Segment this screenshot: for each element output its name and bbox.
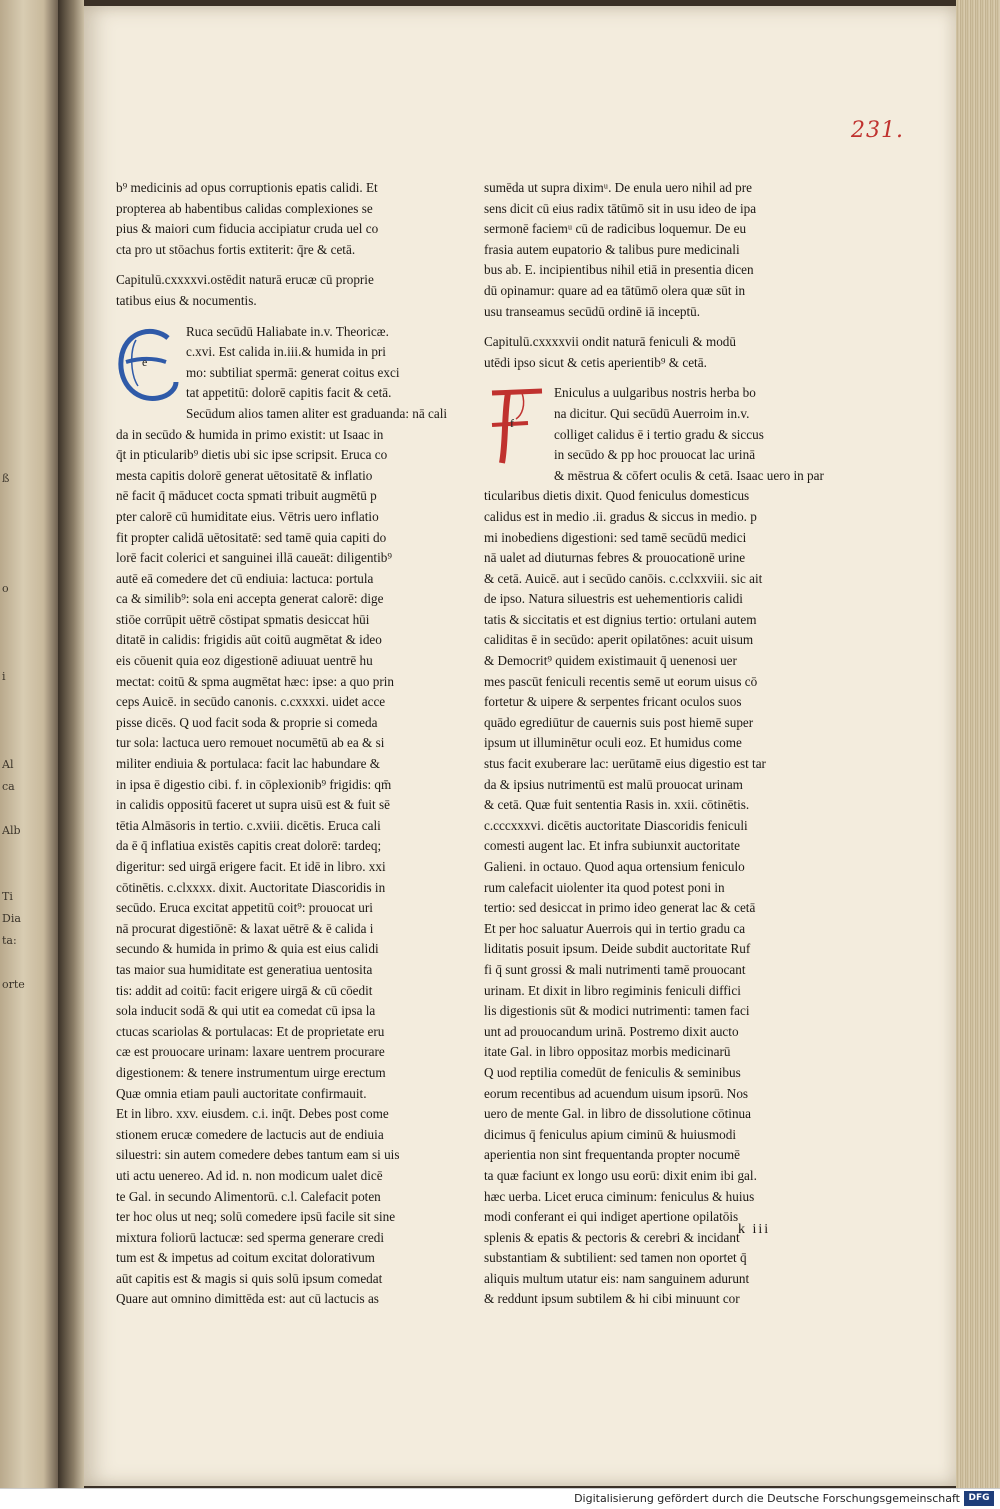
text-line: da in secūdo & humida in primo existit: ut Isaac in xyxy=(116,426,384,442)
heading-line: Capitulū.cxxxxvi.ostēdit naturā erucæ cū proprie xyxy=(116,272,374,288)
text-line: uero de mente Gal. in libro de dissolutione cōtinua xyxy=(484,1106,751,1122)
text-line: aūt capitis est & magis si quis solū ipsum comedat xyxy=(116,1270,383,1286)
text-line: dicimus q̄ feniculus apium ciminū & huiusmodi xyxy=(484,1126,737,1142)
left-page-text-fragment: Ti xyxy=(2,890,13,903)
text-line: & Democrit⁹ quidem existimauit q̄ uenenosi uer xyxy=(484,653,737,669)
text-line: lorē facit colerici et sanguinei illā caueāt: diligentib⁹ xyxy=(116,550,392,566)
text-line: splenis & epatis & pectoris & cerebri & incidant xyxy=(484,1229,740,1245)
text-line: aperientia non sint frequentanda propter nocumē xyxy=(484,1147,740,1163)
text-line: dū opinamur: quare ad ea tātūmō olera quæ sūt in xyxy=(484,282,746,298)
text-line: & cetā. Auicē. aut i secūdo canōis. c.cclxxviii. sic ait xyxy=(484,570,763,586)
text-line: comesti augent lac. Et infra subiunxit auctoritate xyxy=(484,838,740,854)
right-column-body xyxy=(484,486,830,1310)
decorated-initial-e xyxy=(114,324,180,406)
left-page-text-fragment: Alb xyxy=(2,824,21,837)
left-page-text-fragment: Dia xyxy=(2,912,21,925)
text-line: siluestri: sin autem comedere debes tantum eam si uis xyxy=(116,1147,400,1163)
signature-mark: k iii xyxy=(738,1222,771,1237)
text-line: Secūdum alios tamen aliter est graduanda: nā cali xyxy=(186,405,448,421)
text-line: ditatē in calidis: frigidis aūt coitū augmētat & ideo xyxy=(116,632,382,648)
text-line: autē eā comedere det cū endiuia: lactuca: portula xyxy=(116,570,374,586)
text-line: stiōe corrūpit uētrē cōstipat spmatis desiccat hūi xyxy=(116,611,370,627)
heading-line: utēdi ipso sicut & cetis aperientib⁹ & cetā. xyxy=(484,354,707,370)
text-line: ipsum ut illuminētur oculi eoz. Et humidus come xyxy=(484,735,742,751)
text-line: Quæ omnia etiam pauli auctoritate confirmauit. xyxy=(116,1085,367,1101)
text-line: secūdo. Eruca excitat appetitū coit⁹: prouocat uri xyxy=(116,900,373,916)
chapter-heading-146 xyxy=(116,270,462,311)
text-line: digestionem: & tenere instrumentum uirge erectum xyxy=(116,1064,386,1080)
text-line: liditatis posuit ipsum. Deide subdit auctoritate Ruf xyxy=(484,941,751,957)
left-page-text-fragment: ta: xyxy=(2,934,17,947)
text-line: stus facit exuberare lac: uerūtamē eius digestio est tar xyxy=(484,756,766,772)
text-line: usu transeamus secūdū ordinē iā inceptū. xyxy=(484,303,701,319)
text-line: q̄t in pticularib⁹ dietis ubi sic ipse scripsit. Eruca co xyxy=(116,447,388,463)
text-line: unt ad prouocandum urinā. Postremo dixit aucto xyxy=(484,1023,739,1039)
right-column xyxy=(484,178,830,1310)
text-line: ceps Auicē. in secūdo canonis. c.cxxxxi. uidet acce xyxy=(116,694,386,710)
fore-edge xyxy=(956,0,1000,1488)
text-line: tatis & siccitatis et est dignius tertio: ortulani autem xyxy=(484,611,757,627)
text-line: rum calefacit uiolenter ita quod potest poni in xyxy=(484,879,725,895)
text-line: mes pascūt feniculi recentis semē ut eorum uisus cō xyxy=(484,673,758,689)
text-line: hæc uerba. Licet eruca ciminum: feniculus & huius xyxy=(484,1188,755,1204)
text-line: tis: addit ad coitū: facit erigere uirgā & cū cōedit xyxy=(116,982,373,998)
right-column-intro xyxy=(484,178,830,322)
text-line: in ipsa ē digestio cibi. f. in cōplexionib⁹ frigidis: qm̄ xyxy=(116,776,392,792)
left-page-text-fragment: ca xyxy=(2,780,15,793)
text-line: eis cōuenit quia eoz digestionē adiuuat uentrē hu xyxy=(116,653,373,669)
book-page xyxy=(84,6,956,1486)
text-line: aliquis multum utatur eis: nam sanguinem adurunt xyxy=(484,1270,750,1286)
text-line: c.xvi. Est calida in.iii.& humida in pri xyxy=(186,344,386,360)
dfg-logo: DFG xyxy=(964,1491,994,1506)
text-line: quādo egrediūtur de cauernis suis post hiemē super xyxy=(484,714,754,730)
text-line: mesta capitis dolorē generat uētositatē & inflatio xyxy=(116,467,373,483)
text-line: ta quæ faciunt ex longo usu eorū: dixit enim ibi gal. xyxy=(484,1167,757,1183)
text-line: Et in libro. xxv. eiusdem. c.i. inq̄t. Debes post come xyxy=(116,1106,389,1122)
text-line: stionem erucæ comedere de lactucis aut de endiuia xyxy=(116,1126,384,1142)
initial-guide-letter: e xyxy=(142,354,148,369)
left-page-text-fragment: orte xyxy=(2,978,25,991)
heading-line: Capitulū.cxxxxvii ondit naturā feniculi & modū xyxy=(484,334,736,350)
heading-line: tatibus eius & nocumentis. xyxy=(116,292,257,308)
text-line: mi inobediens digestioni: sed tamē secūdū medici xyxy=(484,529,747,545)
text-line: uti actu uenereo. Ad id. n. non modicum ualet dicē xyxy=(116,1167,383,1183)
text-line: lis digestionis sūt & modici nutrimenti: tamen faci xyxy=(484,1003,750,1019)
text-line: nā ualet ad diuturnas febres & prouocationē urine xyxy=(484,550,746,566)
text-line: b⁹ medicinis ad opus corruptionis epatis calidi. Et xyxy=(116,180,378,195)
text-line: bus ab. E. incipientibus nihil etiā in presentia dicen xyxy=(484,262,754,278)
text-line: cæ est prouocare urinam: laxare uentrem procurare xyxy=(116,1044,385,1060)
text-line: na dicitur. Qui secūdū Auerroim in.v. xyxy=(554,405,750,421)
text-line: secundo & humida in primo & quia est eius calidi xyxy=(116,941,379,957)
text-line: tat appetitū: dolorē capitis facit & cetā. xyxy=(186,385,392,401)
text-line: digeritur: sed uirgā erigere facit. Et idē in libro. xxi xyxy=(116,859,386,874)
text-line: modi conferant ei qui indiget apertione opilatōis xyxy=(484,1209,739,1225)
text-line: te Gal. in secundo Alimentorū. c.l. Calefacit poten xyxy=(116,1188,381,1204)
left-column-intro xyxy=(116,178,462,260)
text-line: c.cccxxxvi. dicētis auctoritate Diascoridis feniculi xyxy=(484,817,748,833)
text-line: nē facit q̄ māducet cocta spmati tribuit augmētū p xyxy=(116,488,377,504)
text-line: sens dicit cū eius radix tātūmō sit in usu ideo de ipa xyxy=(484,200,757,216)
text-line: pisse dicēs. Q uod facit soda & proprie si comeda xyxy=(116,714,378,730)
text-line: pius & maiori cum fiducia accipiatur cruda uel co xyxy=(116,221,379,237)
text-line: in calidis oppositū faceret ut supra uisū est & fuit sē xyxy=(116,797,390,813)
text-line: ctucas scariolas & portulacas: Et de proprietate eru xyxy=(116,1023,385,1039)
text-line: & cetā. Quæ fuit sententia Rasis in. xxii. cōtinētis. xyxy=(484,797,750,813)
text-line: frasia autem eupatorio & talibus pure medicinali xyxy=(484,241,740,257)
text-line: sola inducit sodā & qui utit ea comedat cū ipsa la xyxy=(116,1003,376,1019)
text-line: sermonē faciemᵘ cū de radicibus loquemur. De eu xyxy=(484,221,747,237)
text-line: tētia Almāsoris in tertio. c.xviii. dicētis. Eruca cali xyxy=(116,817,381,833)
text-line: & reddunt ipsum subtilem & hi cibi minuunt cor xyxy=(484,1291,740,1307)
text-line: eorum recentibus ad acuendum uisum ipsorū. Nos xyxy=(484,1085,749,1101)
left-page-text-fragment: o xyxy=(2,582,9,595)
text-line: da ē q̄ inflatiua existēs capitis creat dolorē: tardeq; xyxy=(116,838,382,854)
text-line: itate Gal. in libro oppositaz morbis medicinarū xyxy=(484,1044,731,1060)
left-page-text-fragment: ß xyxy=(2,472,10,485)
text-line: fit propter calidā uētositatē: sed tamē quia capiti do xyxy=(116,529,387,545)
text-line: Ruca secūdū Haliabate in.v. Theoricæ. xyxy=(186,323,389,339)
text-line: fi q̄ sunt grossi & mali nutrimenti tamē prouocant xyxy=(484,961,746,977)
text-line: Q uod reptilia comedūt de feniculis & seminibus xyxy=(484,1064,741,1080)
text-line: mectat: coitū & spma augmētat hæc: ipse: a quo prin xyxy=(116,673,394,689)
text-line: militer endiuia & portulaca: facit lac habundare & xyxy=(116,756,381,772)
left-page-text-fragment: Al xyxy=(2,758,14,771)
text-line: urinam. Et dixit in libro regiminis feniculi diffici xyxy=(484,982,741,998)
text-line: calidus est in medio .ii. gradus & siccus in medio. p xyxy=(484,508,757,524)
text-line: fortetur & uipere & serpentes fricant oculos suos xyxy=(484,694,742,710)
text-line: Quare aut omnino dimittēda est: aut cū lactucis as xyxy=(116,1291,379,1307)
folio-number: 231. xyxy=(851,118,904,143)
text-line: Galieni. in octauo. Quod aqua ortensium feniculo xyxy=(484,859,745,874)
text-line: substantiam & subtilient: sed tamen non oportet q̄ xyxy=(484,1250,747,1266)
text-line: tertio: sed desiccat in primo ideo generat lac & cetā xyxy=(484,900,756,916)
text-line: tur sola: lactuca uero remouet nocumētū ab ea & si xyxy=(116,735,385,751)
initial-guide-letter: f xyxy=(510,416,514,431)
text-line: tum est & impetus ad coitum excitat dolorativum xyxy=(116,1250,375,1266)
footer-bar xyxy=(0,1488,1000,1509)
text-line: colliget calidus ē i tertio gradu & siccus xyxy=(554,426,764,442)
text-line: da & ipsius nutrimentū est malū prouocat urinam xyxy=(484,776,743,792)
text-line: mixtura foliorū lactucæ: sed sperma generare credi xyxy=(116,1229,385,1245)
left-column-body xyxy=(116,404,462,1310)
text-line: cta pro ut stōachus fortis extiterit: q̄re & cetā. xyxy=(116,241,356,257)
text-line: mo: subtiliat spermā: generat coitus exci xyxy=(186,364,400,380)
text-line: ticularibus dietis dixit. Quod feniculus domesticus xyxy=(484,488,750,504)
initial-f-drawing xyxy=(482,385,548,467)
left-column xyxy=(116,178,462,1310)
left-page-text-fragment: i xyxy=(2,670,6,683)
text-line: & mēstrua & cōfert oculis & cetā. Isaac uero in par xyxy=(554,467,824,483)
left-page-edge xyxy=(0,0,58,1488)
text-line: propterea ab habentibus calidas complexiones se xyxy=(116,200,373,216)
book-gutter xyxy=(58,0,84,1488)
text-line: ter hoc olus ut neq; solū comedere ipsū facile sit sine xyxy=(116,1209,396,1225)
text-line: de ipso. Natura siluestris est uehementioris calidi xyxy=(484,591,743,607)
text-line: Eniculus a uulgaribus nostris herba bo xyxy=(554,385,756,401)
text-line: sumēda ut supra diximᵘ. De enula uero nihil ad pre xyxy=(484,180,752,195)
text-line: tas maior sua humiditate est generatiua uentosita xyxy=(116,961,373,977)
text-line: in secūdo & pp hoc prouocat lac urinā xyxy=(554,447,756,463)
text-line: ca & similib⁹: sola eni accepta generat calorē: dige xyxy=(116,591,384,607)
right-initial-paragraph xyxy=(484,383,830,486)
footer-credit: Digitalisierung gefördert durch die Deutsche Forschungsgemeinschaft xyxy=(574,1492,960,1505)
text-line: pter calorē cū humiditate eius. Vētris uero inflatio xyxy=(116,508,379,524)
text-line: nā procurat digestiōnē: & laxat uētrē & ē calida i xyxy=(116,920,374,936)
left-initial-paragraph xyxy=(116,322,462,404)
text-line: caliditas ē in secūdo: aperit opilatōnes: acuit uisum xyxy=(484,632,754,648)
text-line: cōtinētis. c.clxxxx. dixit. Auctoritate Diascoridis in xyxy=(116,879,386,895)
text-line: Et per hoc saluatur Auerrois qui in tertio gradu ca xyxy=(484,920,746,936)
decorated-initial-f xyxy=(482,385,548,467)
chapter-heading-147 xyxy=(484,332,830,373)
